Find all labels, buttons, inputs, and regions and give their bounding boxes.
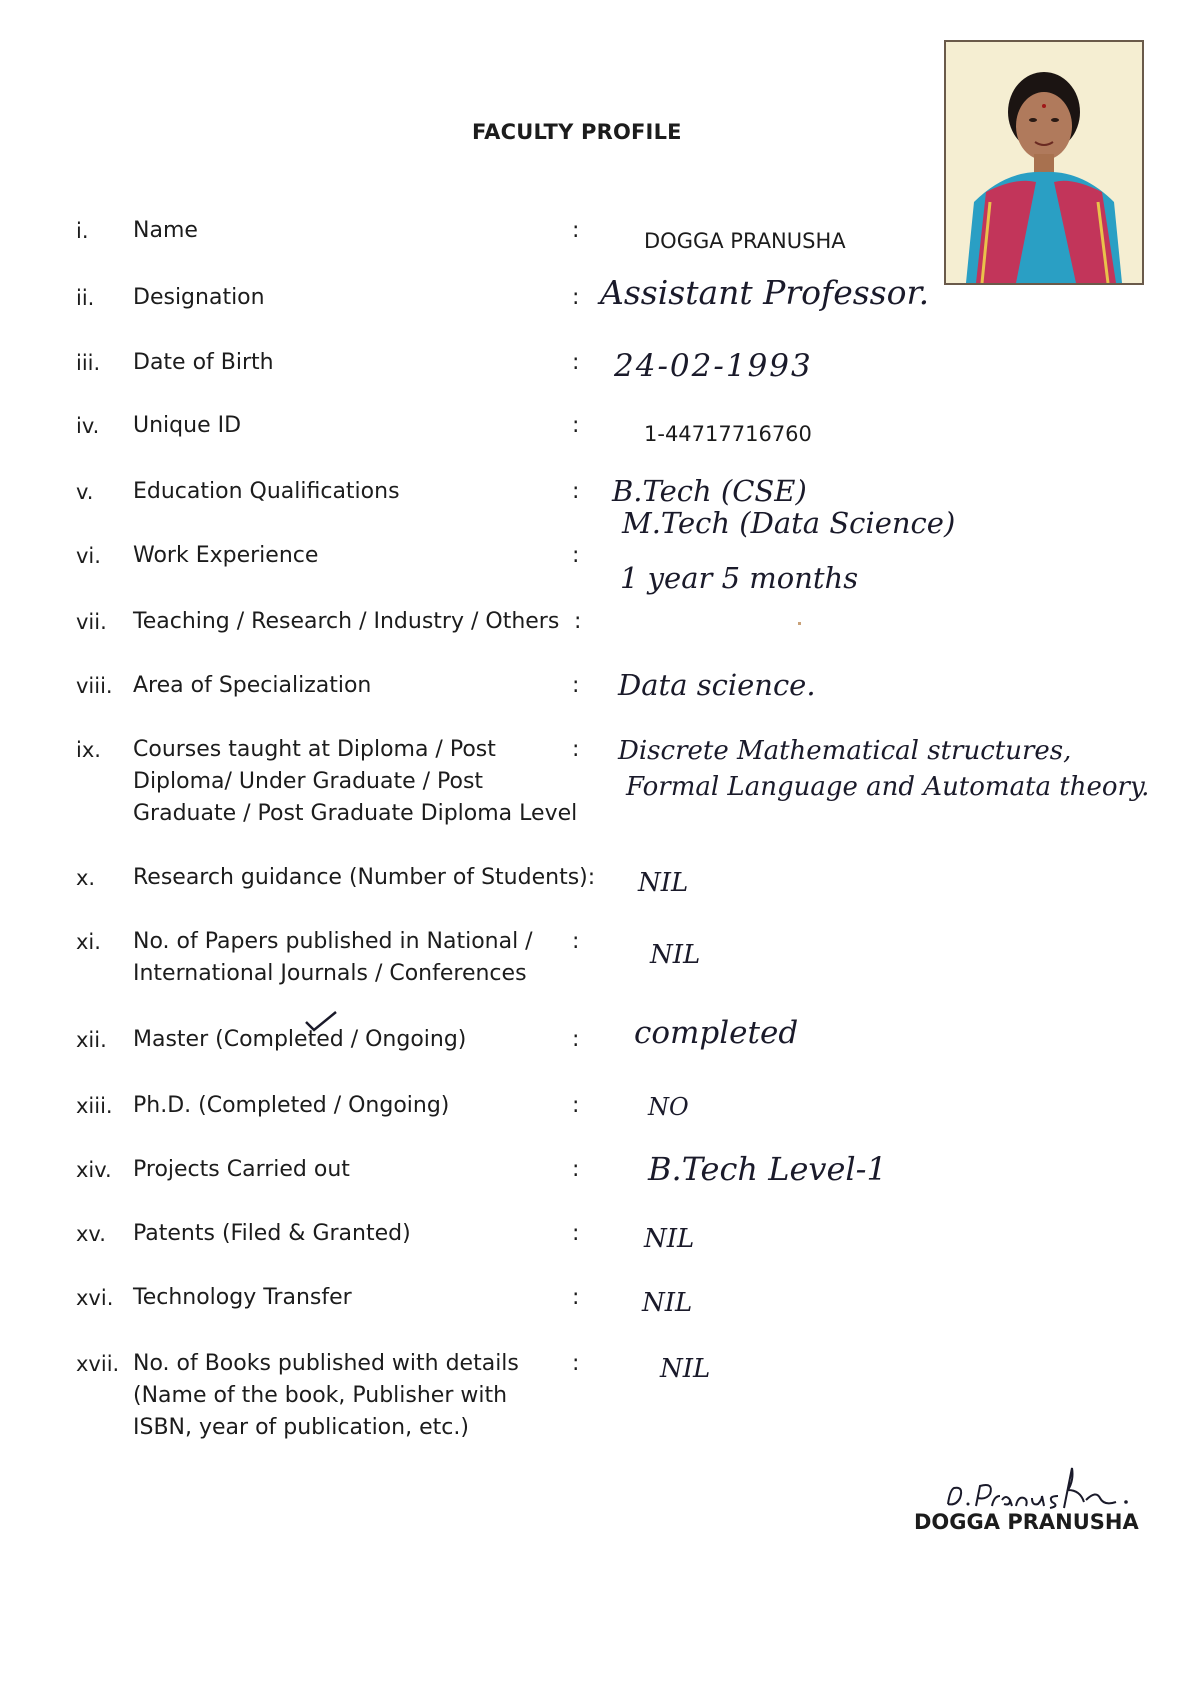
row-label: Unique ID bbox=[133, 413, 242, 438]
row-colon: : bbox=[572, 1093, 580, 1118]
row-numeral: ii. bbox=[76, 286, 95, 310]
row-label: Courses taught at Diploma / Post bbox=[133, 737, 496, 762]
row-value: DOGGA PRANUSHA bbox=[644, 229, 846, 253]
row-value: Data science. bbox=[618, 668, 816, 702]
row-numeral: vi. bbox=[76, 544, 101, 568]
row-numeral: iv. bbox=[76, 414, 100, 438]
row-label-line-3: Graduate / Post Graduate Diploma Level bbox=[133, 801, 578, 826]
row-value: B.Tech Level-1 bbox=[648, 1150, 887, 1188]
row-colon: : bbox=[572, 1285, 580, 1310]
row-numeral: xii. bbox=[76, 1028, 107, 1052]
row-value: 1 year 5 months bbox=[620, 561, 859, 595]
row-value: NO bbox=[648, 1093, 689, 1121]
row-label: Designation bbox=[133, 285, 265, 310]
row-technology-transfer bbox=[0, 1282, 1190, 1322]
row-projects bbox=[0, 1150, 1190, 1194]
row-value: completed bbox=[634, 1015, 799, 1051]
row-numeral: xv. bbox=[76, 1222, 106, 1246]
row-label: Date of Birth bbox=[133, 350, 274, 375]
stray-mark bbox=[798, 622, 801, 625]
row-patents bbox=[0, 1218, 1190, 1258]
row-date-of-birth bbox=[0, 347, 1190, 387]
row-teaching-research bbox=[0, 606, 1190, 646]
row-area-of-specialization bbox=[0, 670, 1190, 710]
row-label: Projects Carried out bbox=[133, 1157, 350, 1182]
row-numeral: x. bbox=[76, 866, 96, 890]
row-value: NIL bbox=[644, 1224, 695, 1254]
row-colon: : bbox=[572, 673, 580, 698]
row-label-line-2: Diploma/ Under Graduate / Post bbox=[133, 769, 484, 794]
row-colon: : bbox=[572, 1221, 580, 1246]
row-colon: : bbox=[572, 1157, 580, 1182]
row-numeral: v. bbox=[76, 480, 94, 504]
signer-name: DOGGA PRANUSHA bbox=[914, 1510, 1139, 1534]
row-designation bbox=[0, 273, 1190, 322]
row-value: 24-02-1993 bbox=[614, 348, 813, 384]
row-label-line-3: ISBN, year of publication, etc.) bbox=[133, 1415, 469, 1440]
row-value: NIL bbox=[638, 868, 689, 898]
row-unique-id bbox=[0, 410, 1190, 450]
row-label: Research guidance (Number of Students): bbox=[133, 865, 596, 890]
row-research-guidance bbox=[0, 862, 1190, 902]
row-value-2: M.Tech (Data Science) bbox=[622, 506, 956, 540]
row-value-2: Formal Language and Automata theory. bbox=[626, 772, 1150, 802]
row-colon: : bbox=[572, 413, 580, 438]
row-value: NIL bbox=[650, 940, 701, 970]
row-numeral: xiv. bbox=[76, 1158, 112, 1182]
row-colon: : bbox=[572, 350, 580, 375]
row-label: No. of Papers published in National / bbox=[133, 929, 533, 954]
row-courses-taught bbox=[0, 734, 1190, 834]
row-value: NIL bbox=[660, 1354, 711, 1384]
row-colon: : bbox=[572, 737, 580, 762]
row-value: B.Tech (CSE) bbox=[612, 474, 807, 508]
row-label: Education Qualifications bbox=[133, 479, 400, 504]
row-colon: : bbox=[572, 543, 580, 568]
row-colon: : bbox=[574, 609, 582, 634]
row-master bbox=[0, 1015, 1190, 1064]
row-label: Ph.D. (Completed / Ongoing) bbox=[133, 1093, 450, 1118]
row-colon: : bbox=[572, 218, 580, 243]
row-label: Patents (Filed & Granted) bbox=[133, 1221, 411, 1246]
row-colon: : bbox=[572, 929, 580, 954]
row-books-published bbox=[0, 1348, 1190, 1448]
row-value: Assistant Professor. bbox=[600, 273, 930, 312]
row-numeral: xi. bbox=[76, 930, 101, 954]
row-phd bbox=[0, 1090, 1190, 1130]
row-value: Discrete Mathematical structures, bbox=[618, 736, 1072, 766]
row-value: 1-44717716760 bbox=[644, 422, 812, 446]
row-numeral: viii. bbox=[76, 674, 113, 698]
row-colon: : bbox=[572, 1351, 580, 1376]
row-colon: : bbox=[572, 1027, 580, 1052]
row-label: Teaching / Research / Industry / Others bbox=[133, 609, 560, 634]
row-label: Area of Specialization bbox=[133, 673, 372, 698]
row-label-line-2: International Journals / Conferences bbox=[133, 961, 527, 986]
row-label: Master (Completed / Ongoing) bbox=[133, 1027, 467, 1052]
row-label: Technology Transfer bbox=[133, 1285, 352, 1310]
checkmark-icon bbox=[304, 1010, 338, 1032]
row-numeral: ix. bbox=[76, 738, 101, 762]
row-label: No. of Books published with details bbox=[133, 1351, 519, 1376]
row-work-experience bbox=[0, 540, 1190, 595]
row-numeral: xvii. bbox=[76, 1352, 120, 1376]
row-education bbox=[0, 474, 1190, 540]
page-title: FACULTY PROFILE bbox=[472, 120, 682, 144]
row-value: NIL bbox=[642, 1288, 693, 1318]
row-papers-published bbox=[0, 926, 1190, 996]
row-label-line-2: (Name of the book, Publisher with bbox=[133, 1383, 508, 1408]
row-numeral: xiii. bbox=[76, 1094, 113, 1118]
row-numeral: i. bbox=[76, 219, 89, 243]
row-numeral: iii. bbox=[76, 351, 101, 375]
row-colon: : bbox=[572, 479, 580, 504]
row-name bbox=[0, 215, 1190, 255]
row-label: Work Experience bbox=[133, 543, 319, 568]
row-numeral: vii. bbox=[76, 610, 107, 634]
row-colon: : bbox=[572, 285, 580, 310]
row-label: Name bbox=[133, 218, 198, 243]
row-numeral: xvi. bbox=[76, 1286, 114, 1310]
